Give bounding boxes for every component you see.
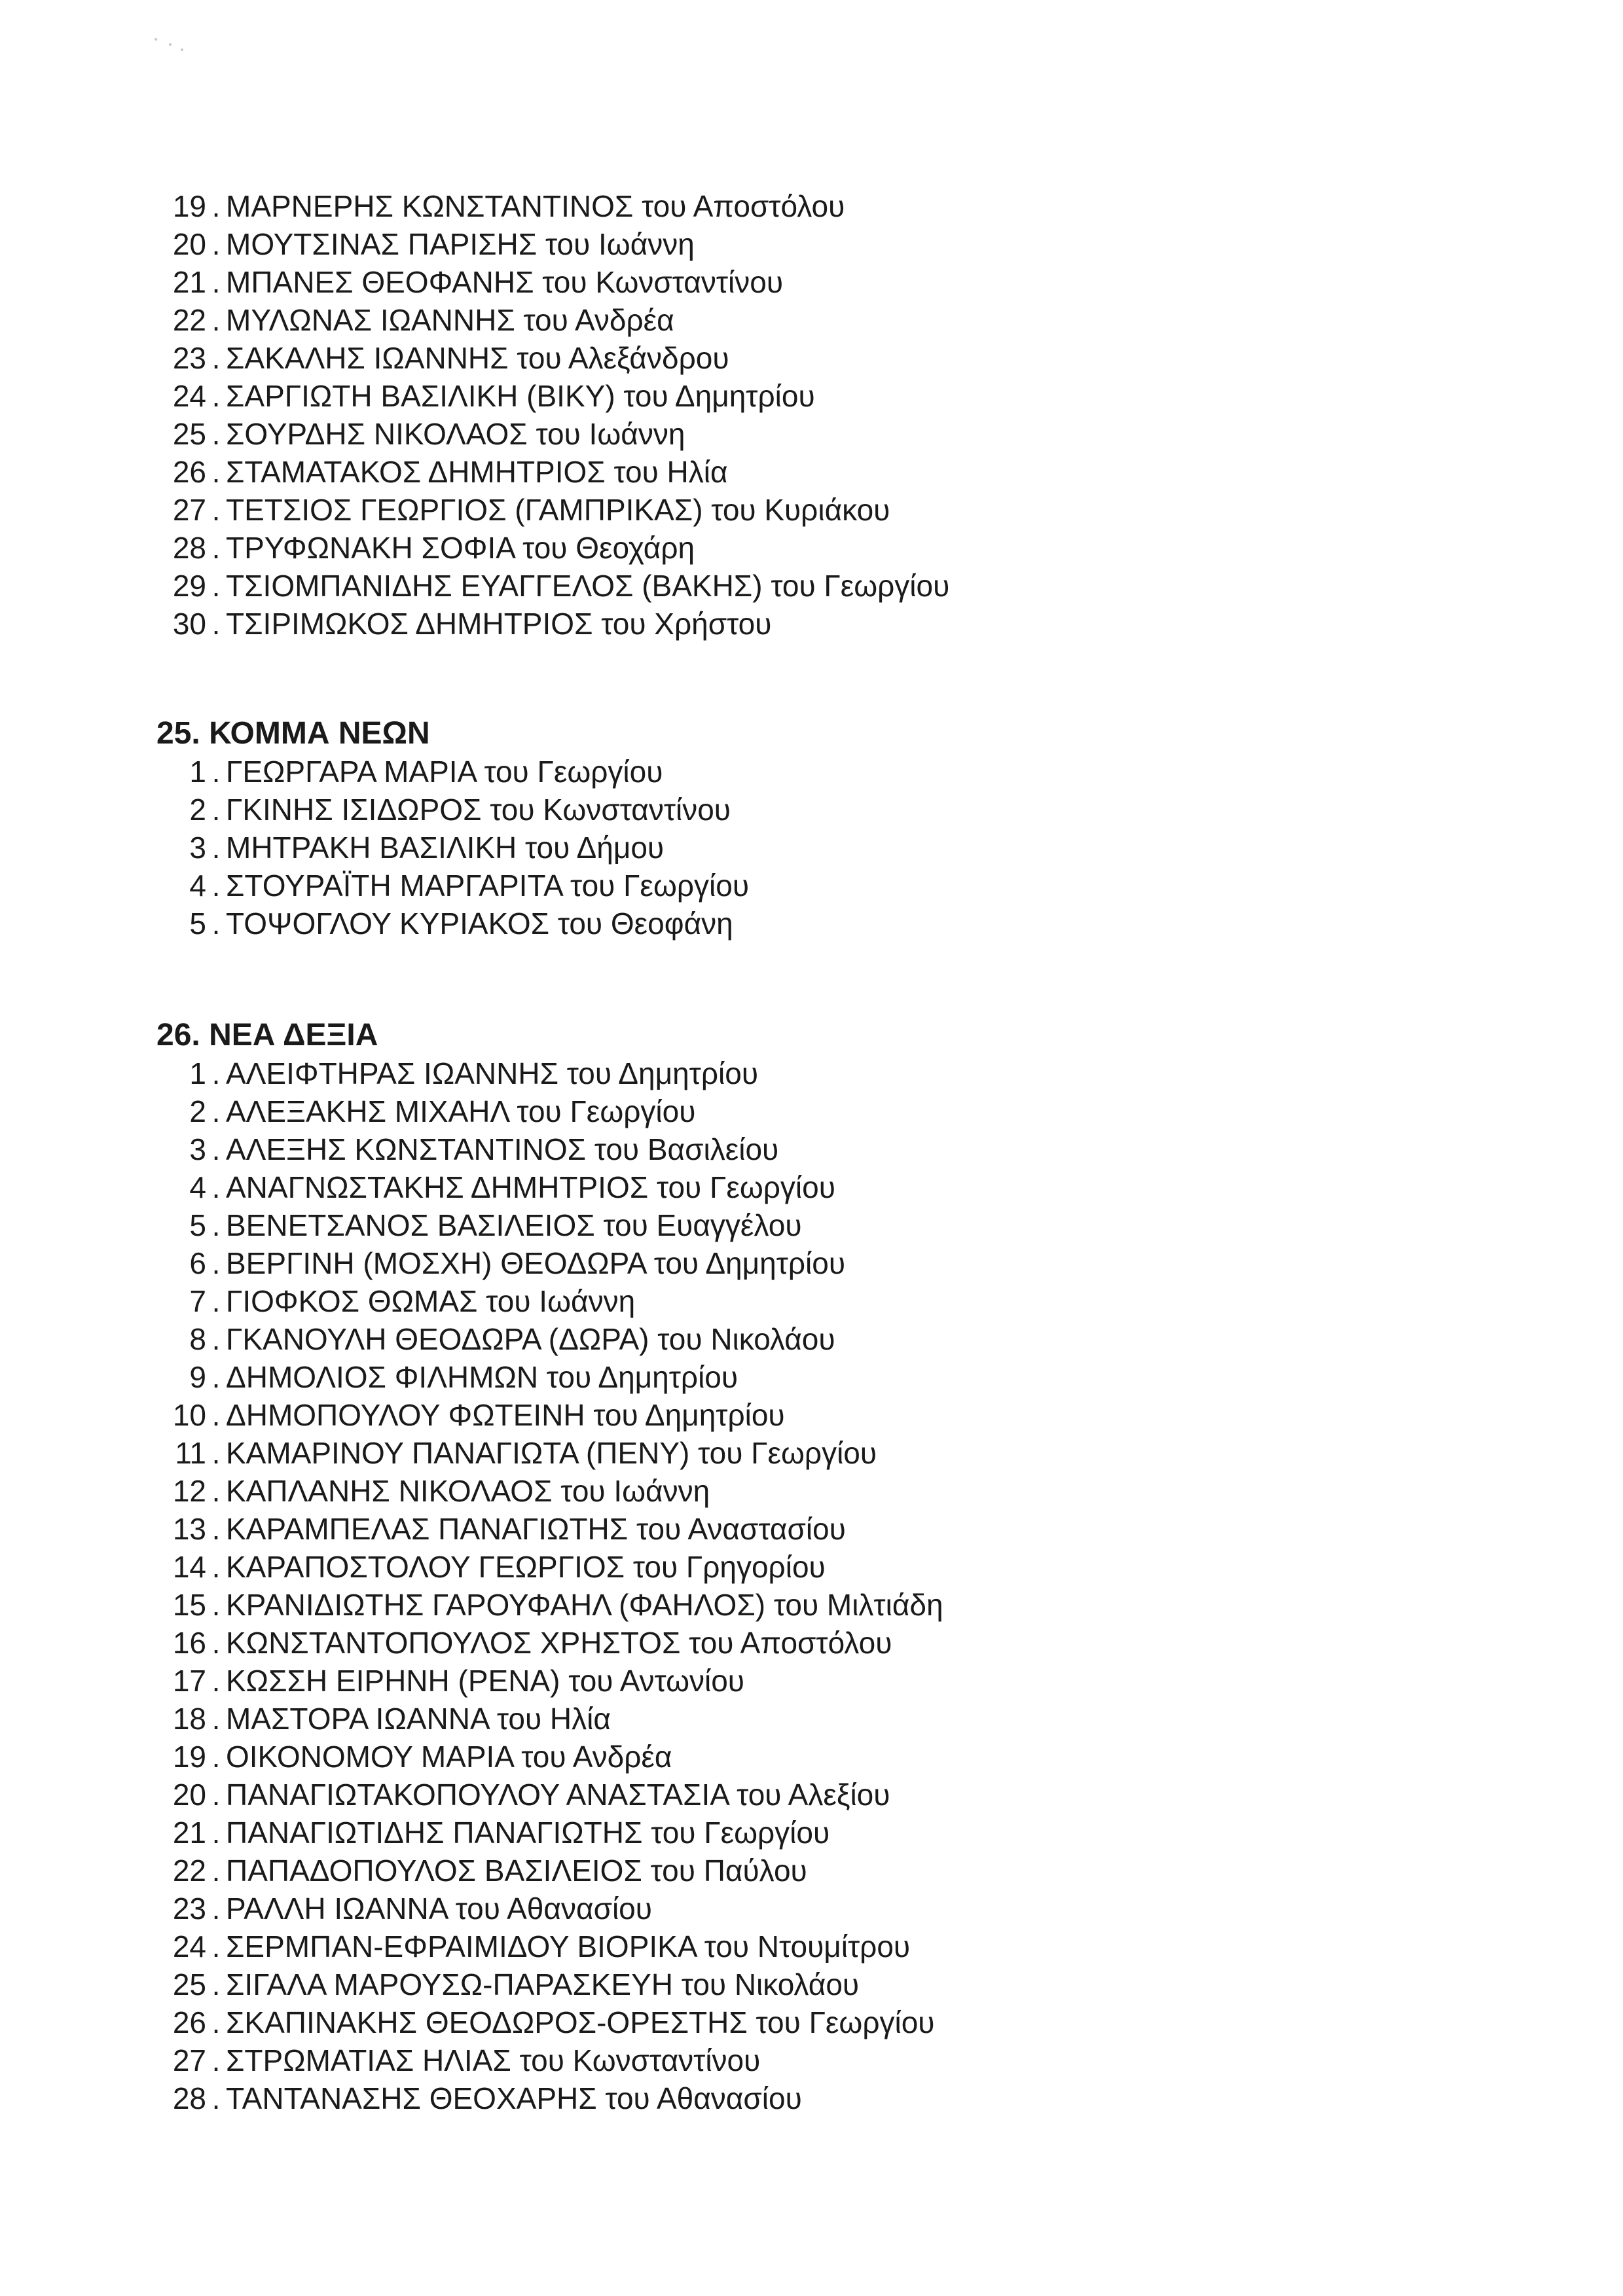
list-item xyxy=(147,829,749,867)
item-number: 24 xyxy=(172,379,206,413)
candidate-name: ΚΑΠΛΑΝΗΣ ΝΙΚΟΛΑΟΣ του Ιωάννη xyxy=(226,1474,710,1508)
list-item xyxy=(147,1130,943,1168)
item-number: 27 xyxy=(172,493,206,527)
candidate-name: ΜΟΥΤΣΙΝΑΣ ΠΑΡΙΣΗΣ του Ιωάννη xyxy=(226,227,695,261)
scan-speck xyxy=(169,43,172,46)
candidate-name: ΑΛΕΞΗΣ ΚΩΝΣΤΑΝΤΙΝΟΣ του Βασιλείου xyxy=(226,1132,779,1166)
item-separator: . xyxy=(211,1740,221,1774)
item-separator: . xyxy=(211,1626,221,1660)
item-separator: . xyxy=(211,831,221,865)
list-item xyxy=(147,529,949,567)
list-item xyxy=(147,1586,943,1624)
list-item xyxy=(147,415,949,453)
item-number: 2 xyxy=(189,1094,206,1128)
candidate-name: ΑΛΕΞΑΚΗΣ ΜΙΧΑΗΛ του Γεωργίου xyxy=(226,1094,696,1128)
list-item xyxy=(147,263,949,301)
item-separator: . xyxy=(211,1967,221,2001)
candidate-name: ΔΗΜΟΛΙΟΣ ΦΙΛΗΜΩΝ του Δημητρίου xyxy=(226,1360,739,1394)
list-item xyxy=(147,1776,943,1814)
list-item xyxy=(147,187,949,225)
item-number: 3 xyxy=(189,831,206,865)
list-item xyxy=(147,605,949,643)
item-separator: . xyxy=(211,341,221,375)
item-number: 3 xyxy=(189,1132,206,1166)
candidate-name: ΤΟΨΟΓΛΟΥ ΚΥΡΙΑΚΟΣ του Θεοφάνη xyxy=(226,906,733,941)
item-number: 14 xyxy=(172,1550,206,1584)
candidate-name: ΚΩΝΣΤΑΝΤΟΠΟΥΛΟΣ ΧΡΗΣΤΟΣ του Αποστόλου xyxy=(226,1626,892,1660)
item-number: 12 xyxy=(172,1474,206,1508)
item-number: 16 xyxy=(172,1626,206,1660)
candidate-name: ΑΝΑΓΝΩΣΤΑΚΗΣ ΔΗΜΗΤΡΙΟΣ του Γεωργίου xyxy=(226,1170,835,1204)
item-number: 11 xyxy=(175,1436,206,1470)
list-item xyxy=(147,2079,943,2117)
item-separator: . xyxy=(211,417,221,451)
item-number: 26 xyxy=(172,2005,206,2039)
item-number: 23 xyxy=(172,1892,206,1926)
list-item xyxy=(147,1168,943,1206)
list-item xyxy=(147,339,949,377)
candidate-list xyxy=(147,1054,943,2117)
list-item xyxy=(147,1092,943,1130)
list-item xyxy=(147,1814,943,1852)
item-separator: . xyxy=(211,455,221,489)
list-item xyxy=(147,1852,943,1890)
candidate-name: ΠΑΠΑΔΟΠΟΥΛΟΣ ΒΑΣΙΛΕΙΟΣ του Παύλου xyxy=(226,1854,807,1888)
candidate-name: ΜΗΤΡΑΚΗ ΒΑΣΙΛΙΚΗ του Δήμου xyxy=(226,831,665,865)
candidate-list xyxy=(147,753,749,942)
list-item xyxy=(147,2041,943,2079)
item-separator: . xyxy=(211,793,221,827)
item-separator: . xyxy=(211,1854,221,1888)
item-separator: . xyxy=(211,1360,221,1394)
item-separator: . xyxy=(211,1588,221,1622)
list-item xyxy=(147,1472,943,1510)
candidate-name: ΣΚΑΠΙΝΑΚΗΣ ΘΕΟΔΩΡΟΣ-ΟΡΕΣΤΗΣ του Γεωργίου xyxy=(226,2005,935,2039)
list-item xyxy=(147,753,749,791)
candidate-name: ΒΕΡΓΙΝΗ (ΜΟΣΧΗ) ΘΕΟΔΩΡΑ του Δημητρίου xyxy=(226,1246,846,1280)
item-separator: . xyxy=(211,1550,221,1584)
candidate-name: ΒΕΝΕΤΣΑΝΟΣ ΒΑΣΙΛΕΙΟΣ του Ευαγγέλου xyxy=(226,1208,802,1242)
item-number: 10 xyxy=(172,1398,206,1432)
item-separator: . xyxy=(211,1398,221,1432)
item-separator: . xyxy=(211,379,221,413)
candidate-name: ΚΑΡΑΠΟΣΤΟΛΟΥ ΓΕΩΡΓΙΟΣ του Γρηγορίου xyxy=(226,1550,826,1584)
item-number: 28 xyxy=(172,2081,206,2115)
list-item xyxy=(147,791,749,829)
candidate-name: ΟΙΚΟΝΟΜΟΥ ΜΑΡΙΑ του Ανδρέα xyxy=(226,1740,672,1774)
list-item xyxy=(147,1700,943,1738)
item-separator: . xyxy=(211,265,221,299)
item-number: 21 xyxy=(172,1816,206,1850)
item-separator: . xyxy=(211,1474,221,1508)
list-item xyxy=(147,453,949,491)
item-separator: . xyxy=(211,531,221,565)
list-item xyxy=(147,1206,943,1244)
list-item xyxy=(147,1965,943,2003)
item-separator: . xyxy=(211,906,221,941)
list-item xyxy=(147,1510,943,1548)
item-separator: . xyxy=(211,1778,221,1812)
scan-speck xyxy=(181,48,183,51)
candidate-name: ΓΙΟΦΚΟΣ ΘΩΜΑΣ του Ιωάννη xyxy=(226,1284,636,1318)
candidate-name: ΣΑΡΓΙΩΤΗ ΒΑΣΙΛΙΚΗ (ΒΙΚΥ) του Δημητρίου xyxy=(226,379,815,413)
item-separator: . xyxy=(211,189,221,223)
candidate-name: ΓΕΩΡΓΑΡΑ ΜΑΡΙΑ του Γεωργίου xyxy=(226,755,663,789)
item-number: 5 xyxy=(189,1208,206,1242)
candidate-name: ΜΠΑΝΕΣ ΘΕΟΦΑΝΗΣ του Κωνσταντίνου xyxy=(226,265,783,299)
candidate-name: ΚΡΑΝΙΔΙΩΤΗΣ ΓΑΡΟΥΦΑΗΛ (ΦΑΗΛΟΣ) του Μιλτιάδη xyxy=(226,1588,943,1622)
section-heading: 25. ΚΟΜΜΑ ΝΕΩΝ xyxy=(156,716,430,751)
item-separator: . xyxy=(211,1816,221,1850)
item-separator: . xyxy=(211,493,221,527)
item-separator: . xyxy=(211,1170,221,1204)
candidate-name: ΤΡΥΦΩΝΑΚΗ ΣΟΦΙΑ του Θεοχάρη xyxy=(226,531,695,565)
candidate-name: ΓΚΑΝΟΥΛΗ ΘΕΟΔΩΡΑ (ΔΩΡΑ) του Νικολάου xyxy=(226,1322,835,1356)
item-number: 28 xyxy=(172,531,206,565)
list-item xyxy=(147,491,949,529)
list-item xyxy=(147,1054,943,1092)
item-separator: . xyxy=(211,2043,221,2077)
item-number: 30 xyxy=(172,607,206,641)
candidate-name: ΚΑΡΑΜΠΕΛΑΣ ΠΑΝΑΓΙΩΤΗΣ του Αναστασίου xyxy=(226,1512,846,1546)
candidate-name: ΣΑΚΑΛΗΣ ΙΩΑΝΝΗΣ του Αλεξάνδρου xyxy=(226,341,729,375)
list-item xyxy=(147,1928,943,1965)
candidate-name: ΠΑΝΑΓΙΩΤΙΔΗΣ ΠΑΝΑΓΙΩΤΗΣ του Γεωργίου xyxy=(226,1816,830,1850)
item-separator: . xyxy=(211,755,221,789)
list-item xyxy=(147,1358,943,1396)
item-number: 27 xyxy=(172,2043,206,2077)
candidate-name: ΡΑΛΛΗ ΙΩΑΝΝΑ του Αθανασίου xyxy=(226,1892,652,1926)
list-item xyxy=(147,1244,943,1282)
item-number: 4 xyxy=(189,869,206,903)
item-number: 25 xyxy=(172,417,206,451)
candidate-name: ΣΙΓΑΛΑ ΜΑΡΟΥΣΩ-ΠΑΡΑΣΚΕΥΗ του Νικολάου xyxy=(226,1967,860,2001)
list-item xyxy=(147,1282,943,1320)
list-continued xyxy=(147,187,949,643)
list-item xyxy=(147,1396,943,1434)
candidate-name: ΣΤΑΜΑΤΑΚΟΣ ΔΗΜΗΤΡΙΟΣ του Ηλία xyxy=(226,455,728,489)
item-number: 13 xyxy=(172,1512,206,1546)
item-number: 6 xyxy=(189,1246,206,1280)
item-separator: . xyxy=(211,1284,221,1318)
list-item xyxy=(147,1624,943,1662)
item-number: 23 xyxy=(172,341,206,375)
section-komma-neon xyxy=(147,715,749,942)
item-number: 1 xyxy=(189,755,206,789)
item-separator: . xyxy=(211,1436,221,1470)
list-item xyxy=(147,867,749,905)
candidate-name: ΔΗΜΟΠΟΥΛΟΥ ΦΩΤΕΙΝΗ του Δημητρίου xyxy=(226,1398,785,1432)
section-nea-dexia xyxy=(147,1016,943,2117)
list-item xyxy=(147,2003,943,2041)
item-separator: . xyxy=(211,1132,221,1166)
item-number: 18 xyxy=(172,1702,206,1736)
item-number: 1 xyxy=(189,1056,206,1090)
section-heading: 26. ΝΕΑ ΔΕΞΙΑ xyxy=(156,1018,378,1052)
list-item xyxy=(147,377,949,415)
list-item xyxy=(147,1434,943,1472)
item-separator: . xyxy=(211,1664,221,1698)
item-number: 7 xyxy=(189,1284,206,1318)
item-number: 22 xyxy=(172,1854,206,1888)
item-number: 17 xyxy=(172,1664,206,1698)
item-separator: . xyxy=(211,2005,221,2039)
item-separator: . xyxy=(211,1322,221,1356)
item-separator: . xyxy=(211,1512,221,1546)
scan-speck xyxy=(155,38,157,41)
item-number: 15 xyxy=(172,1588,206,1622)
item-number: 20 xyxy=(172,227,206,261)
list-item xyxy=(147,1662,943,1700)
candidate-name: ΤΕΤΣΙΟΣ ΓΕΩΡΓΙΟΣ (ΓΑΜΠΡΙΚΑΣ) του Κυριάκου xyxy=(226,493,890,527)
item-number: 19 xyxy=(172,1740,206,1774)
item-separator: . xyxy=(211,607,221,641)
item-number: 8 xyxy=(189,1322,206,1356)
item-number: 25 xyxy=(172,1967,206,2001)
item-number: 26 xyxy=(172,455,206,489)
candidate-name: ΠΑΝΑΓΙΩΤΑΚΟΠΟΥΛΟΥ ΑΝΑΣΤΑΣΙΑ του Αλεξίου xyxy=(226,1778,890,1812)
item-number: 5 xyxy=(189,906,206,941)
list-item xyxy=(147,1548,943,1586)
candidate-name: ΜΑΡΝΕΡΗΣ ΚΩΝΣΤΑΝΤΙΝΟΣ του Αποστόλου xyxy=(226,189,845,223)
candidate-name: ΣΕΡΜΠΑΝ-ΕΦΡΑΙΜΙΔΟΥ ΒΙΟΡΙΚΑ του Ντουμίτρου xyxy=(226,1929,911,1964)
candidate-name: ΚΑΜΑΡΙΝΟΥ ΠΑΝΑΓΙΩΤΑ (ΠΕΝΥ) του Γεωργίου xyxy=(226,1436,877,1470)
item-number: 4 xyxy=(189,1170,206,1204)
item-number: 22 xyxy=(172,303,206,337)
candidate-name: ΓΚΙΝΗΣ ΙΣΙΔΩΡΟΣ του Κωνσταντίνου xyxy=(226,793,731,827)
item-separator: . xyxy=(211,2081,221,2115)
item-number: 19 xyxy=(172,189,206,223)
item-separator: . xyxy=(211,1056,221,1090)
candidate-name: ΣΟΥΡΔΗΣ ΝΙΚΟΛΑΟΣ του Ιωάννη xyxy=(226,417,685,451)
list-item xyxy=(147,225,949,263)
item-separator: . xyxy=(211,569,221,603)
candidate-name: ΜΥΛΩΝΑΣ ΙΩΑΝΝΗΣ του Ανδρέα xyxy=(226,303,674,337)
candidate-name: ΤΣΙΡΙΜΩΚΟΣ ΔΗΜΗΤΡΙΟΣ του Χρήστου xyxy=(226,607,772,641)
item-number: 9 xyxy=(189,1360,206,1394)
candidate-name: ΤΑΝΤΑΝΑΣΗΣ ΘΕΟΧΑΡΗΣ του Αθανασίου xyxy=(226,2081,802,2115)
item-number: 2 xyxy=(189,793,206,827)
item-separator: . xyxy=(211,303,221,337)
candidate-name: ΜΑΣΤΟΡΑ ΙΩΑΝΝΑ του Ηλία xyxy=(226,1702,611,1736)
candidate-name: ΤΣΙΟΜΠΑΝΙΔΗΣ ΕΥΑΓΓΕΛΟΣ (ΒΑΚΗΣ) του Γεωργίου xyxy=(226,569,950,603)
candidate-name: ΚΩΣΣΗ ΕΙΡΗΝΗ (ΡΕΝΑ) του Αντωνίου xyxy=(226,1664,744,1698)
list-item xyxy=(147,1738,943,1776)
candidate-name: ΑΛΕΙΦΤΗΡΑΣ ΙΩΑΝΝΗΣ του Δημητρίου xyxy=(226,1056,758,1090)
item-separator: . xyxy=(211,1702,221,1736)
item-number: 24 xyxy=(172,1929,206,1964)
list-item xyxy=(147,1890,943,1928)
item-separator: . xyxy=(211,1208,221,1242)
list-item xyxy=(147,905,749,942)
item-separator: . xyxy=(211,1246,221,1280)
item-separator: . xyxy=(211,227,221,261)
item-number: 21 xyxy=(172,265,206,299)
candidate-name: ΣΤΡΩΜΑΤΙΑΣ ΗΛΙΑΣ του Κωνσταντίνου xyxy=(226,2043,761,2077)
list-item xyxy=(147,301,949,339)
item-number: 20 xyxy=(172,1778,206,1812)
item-separator: . xyxy=(211,1929,221,1964)
item-separator: . xyxy=(211,869,221,903)
item-number: 29 xyxy=(172,569,206,603)
candidate-name: ΣΤΟΥΡΑΪΤΗ ΜΑΡΓΑΡΙΤΑ του Γεωργίου xyxy=(226,869,749,903)
list-item xyxy=(147,567,949,605)
item-separator: . xyxy=(211,1892,221,1926)
item-separator: . xyxy=(211,1094,221,1128)
list-item xyxy=(147,1320,943,1358)
